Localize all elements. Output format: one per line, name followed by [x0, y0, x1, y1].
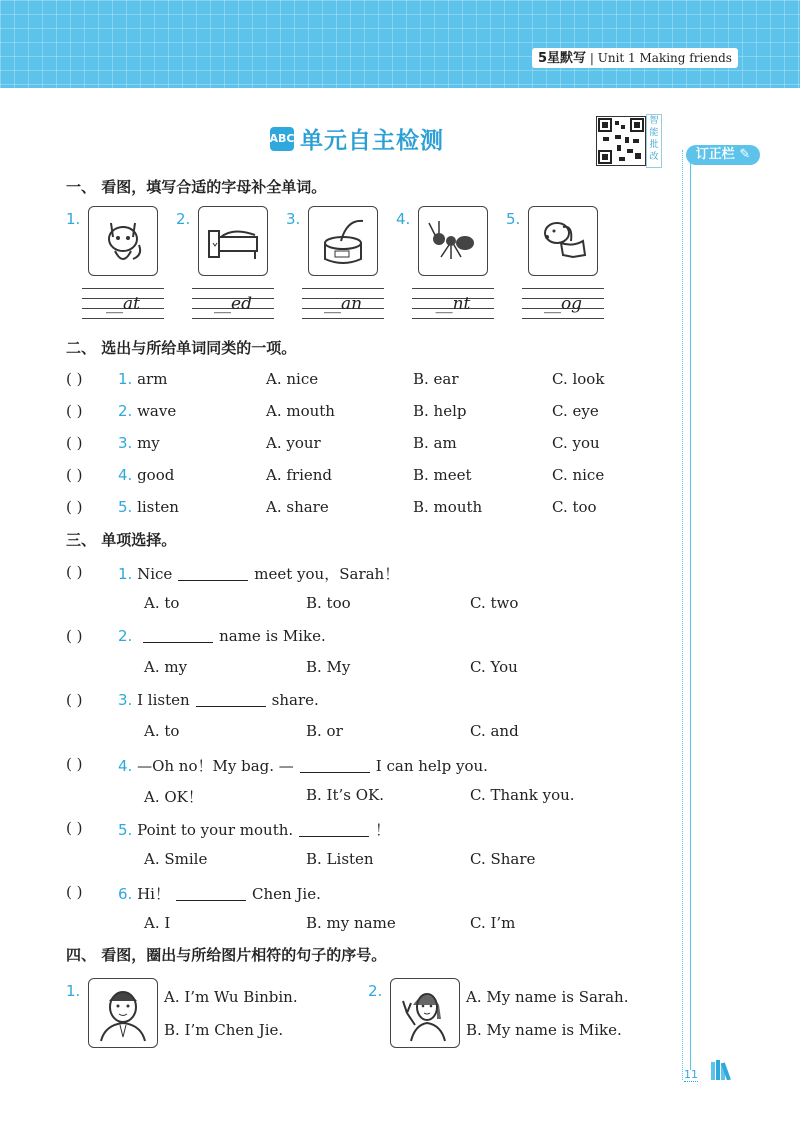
page-title — [270, 122, 444, 155]
writing-lines[interactable] — [192, 288, 274, 318]
header-bar — [0, 0, 800, 88]
sentence-end: name is Mike. — [219, 627, 326, 645]
option-a[interactable]: A. nice — [266, 370, 319, 388]
word-to-complete: __an — [323, 294, 363, 314]
guide-line — [192, 318, 274, 319]
qr-code-icon[interactable] — [596, 116, 646, 166]
option-b[interactable]: B. My name is Mike. — [466, 1021, 622, 1039]
option-c[interactable]: C. nice — [552, 466, 605, 484]
pencil-icon: ✎ — [739, 147, 751, 162]
question-number: 2. — [118, 402, 133, 420]
option-a[interactable]: A. My name is Sarah. — [466, 988, 629, 1006]
section1-heading: 一、 看图，填写合适的字母补全单词。 — [66, 178, 327, 196]
option-b[interactable]: B. or — [306, 722, 343, 740]
answer-blank[interactable]: ( ) — [66, 883, 83, 901]
qr-caption: 智能批改 — [646, 114, 662, 168]
picture-ant-icon — [418, 206, 488, 276]
item-number: 3. — [286, 210, 301, 228]
fill-in-blank[interactable] — [143, 642, 213, 643]
girl-waving-icon — [393, 979, 457, 1047]
word-to-complete: __ed — [214, 294, 252, 314]
word-to-complete: __nt — [435, 294, 471, 314]
section3-heading: 三、 单项选择。 — [66, 531, 177, 549]
option-a[interactable]: A. my — [144, 658, 188, 676]
word: good — [132, 466, 175, 484]
sentence-end: meet you，Sarah！ — [254, 565, 400, 583]
word: listen — [132, 498, 179, 516]
question-number: 3. — [118, 434, 133, 452]
question-sentence — [118, 563, 399, 584]
option-a[interactable]: A. Smile — [144, 850, 208, 868]
option-a[interactable]: A. to — [144, 594, 180, 612]
sentence-start: Nice — [132, 565, 173, 583]
option-c[interactable]: C. and — [470, 722, 519, 740]
option-c[interactable]: C. two — [470, 594, 519, 612]
answer-blank[interactable]: ( ) — [66, 466, 83, 484]
option-b[interactable]: B. mouth — [413, 498, 483, 516]
question-sentence — [118, 883, 321, 904]
title-text: 单元自主检测 — [300, 128, 444, 154]
writing-lines[interactable] — [412, 288, 494, 318]
can-icon — [313, 209, 373, 273]
question-number: 1. — [118, 370, 133, 388]
option-c[interactable]: C. You — [470, 658, 518, 676]
guide-line — [302, 318, 384, 319]
dog-icon — [533, 209, 593, 273]
picture-dog-icon — [528, 206, 598, 276]
question-sentence — [118, 755, 488, 776]
fill-in-blank[interactable] — [299, 836, 369, 837]
option-b[interactable]: B. ear — [413, 370, 459, 388]
option-b[interactable]: B. It’s OK. — [306, 786, 385, 804]
option-c[interactable]: C. look — [552, 370, 605, 388]
question-sentence — [118, 627, 326, 645]
guide-line — [412, 288, 494, 289]
page-number: 11 — [684, 1068, 698, 1081]
sentence-start — [132, 627, 137, 645]
item-number: 5. — [506, 210, 521, 228]
section4-heading: 四、 看图，圈出与所给图片相符的句子的序号。 — [66, 946, 387, 964]
sentence-end: Chen Jie. — [251, 885, 321, 903]
option-b[interactable]: B. meet — [413, 466, 472, 484]
question-number: 5. — [118, 821, 133, 839]
word: my — [132, 434, 160, 452]
option-c[interactable]: C. Share — [470, 850, 536, 868]
option-b[interactable]: B. my name — [306, 914, 396, 932]
fill-in-blank[interactable] — [178, 580, 248, 581]
answer-blank[interactable]: ( ) — [66, 402, 83, 420]
question-word — [118, 402, 176, 420]
bed-icon — [203, 209, 263, 273]
option-a[interactable]: A. mouth — [266, 402, 335, 420]
guide-line — [82, 318, 164, 319]
question-sentence — [118, 819, 390, 840]
abc-logo-icon: ABC — [270, 127, 294, 151]
option-b[interactable]: B. am — [413, 434, 457, 452]
answer-blank[interactable]: ( ) — [66, 819, 83, 837]
picture-bed-icon — [198, 206, 268, 276]
item-number: 2. — [368, 982, 383, 1000]
question-word — [118, 370, 167, 388]
question-number: 1. — [118, 565, 133, 583]
guide-line — [82, 288, 164, 289]
margin-line — [690, 150, 691, 1070]
option-a[interactable]: A. I’m Wu Binbin. — [164, 988, 298, 1006]
correction-column-label: 订正栏 ✎ — [686, 145, 760, 165]
picture-girl-waving-icon — [390, 978, 460, 1048]
question-word — [118, 498, 179, 516]
fill-in-blank[interactable] — [196, 706, 266, 707]
writing-lines[interactable] — [82, 288, 164, 318]
picture-boy-portrait-icon — [88, 978, 158, 1048]
option-c[interactable]: C. eye — [552, 402, 599, 420]
option-c[interactable]: C. you — [552, 434, 600, 452]
answer-blank[interactable]: ( ) — [66, 434, 83, 452]
fill-in-blank[interactable] — [176, 900, 246, 901]
cat-icon — [93, 209, 153, 273]
answer-blank[interactable]: ( ) — [66, 691, 83, 709]
item-number: 4. — [396, 210, 411, 228]
question-number: 4. — [118, 757, 133, 775]
answer-blank[interactable]: ( ) — [66, 563, 83, 581]
fill-in-blank[interactable] — [300, 772, 370, 773]
option-b[interactable]: B. I’m Chen Jie. — [164, 1021, 284, 1039]
guide-line — [522, 318, 604, 319]
option-a[interactable]: A. I — [144, 914, 171, 932]
word: wave — [132, 402, 177, 420]
writing-lines[interactable] — [522, 288, 604, 318]
question-number: 5. — [118, 498, 133, 516]
books-icon — [710, 1060, 736, 1080]
question-number: 6. — [118, 885, 133, 903]
option-a[interactable]: A. share — [266, 498, 329, 516]
word-to-complete: __at — [106, 294, 140, 314]
sentence-start: Hi！ — [132, 885, 170, 903]
option-b[interactable]: B. Listen — [306, 850, 374, 868]
picture-cat-icon — [88, 206, 158, 276]
answer-blank[interactable]: ( ) — [66, 627, 83, 645]
question-word — [118, 466, 174, 484]
question-word — [118, 434, 160, 452]
guide-line — [192, 288, 274, 289]
unit-title: Unit 1 Making friends — [597, 51, 732, 65]
item-number: 1. — [66, 210, 81, 228]
option-b[interactable]: B. My — [306, 658, 351, 676]
badge-text: 5星默写 — [538, 51, 587, 66]
option-a[interactable]: A. OK！ — [144, 788, 203, 806]
answer-blank[interactable]: ( ) — [66, 498, 83, 516]
option-a[interactable]: A. friend — [266, 466, 333, 484]
unit-tag: 5星默写 | Unit 1 Making friends — [532, 48, 738, 68]
boy-portrait-icon — [91, 979, 155, 1047]
answer-blank[interactable]: ( ) — [66, 370, 83, 388]
option-c[interactable]: C. I’m — [470, 914, 516, 932]
question-number: 3. — [118, 691, 133, 709]
option-b[interactable]: B. help — [413, 402, 467, 420]
option-b[interactable]: B. too — [306, 594, 351, 612]
section2-heading: 二、 选出与所给单词同类的一项。 — [66, 339, 297, 357]
word: arm — [132, 370, 168, 388]
option-c[interactable]: C. too — [552, 498, 597, 516]
guide-line — [302, 288, 384, 289]
writing-lines[interactable] — [302, 288, 384, 318]
answer-blank[interactable]: ( ) — [66, 755, 83, 773]
sentence-start: Point to your mouth. — [132, 821, 294, 839]
word-to-complete: __og — [543, 294, 583, 314]
ant-icon — [423, 209, 483, 273]
sentence-start: I listen — [132, 691, 190, 709]
option-a[interactable]: A. your — [266, 434, 321, 452]
margin-dotted-line — [682, 150, 683, 1080]
question-number: 2. — [118, 627, 133, 645]
picture-can-icon — [308, 206, 378, 276]
item-number: 1. — [66, 982, 81, 1000]
option-c[interactable]: C. Thank you. — [470, 786, 575, 804]
sentence-end: share. — [271, 691, 319, 709]
guide-line — [522, 288, 604, 289]
question-sentence — [118, 691, 319, 709]
item-number: 2. — [176, 210, 191, 228]
sentence-end: ！ — [375, 821, 391, 839]
guide-line — [412, 318, 494, 319]
option-a[interactable]: A. to — [144, 722, 180, 740]
sentence-start: —Oh no！My bag. — — [132, 757, 294, 775]
sentence-end: I can help you. — [375, 757, 488, 775]
question-number: 4. — [118, 466, 133, 484]
